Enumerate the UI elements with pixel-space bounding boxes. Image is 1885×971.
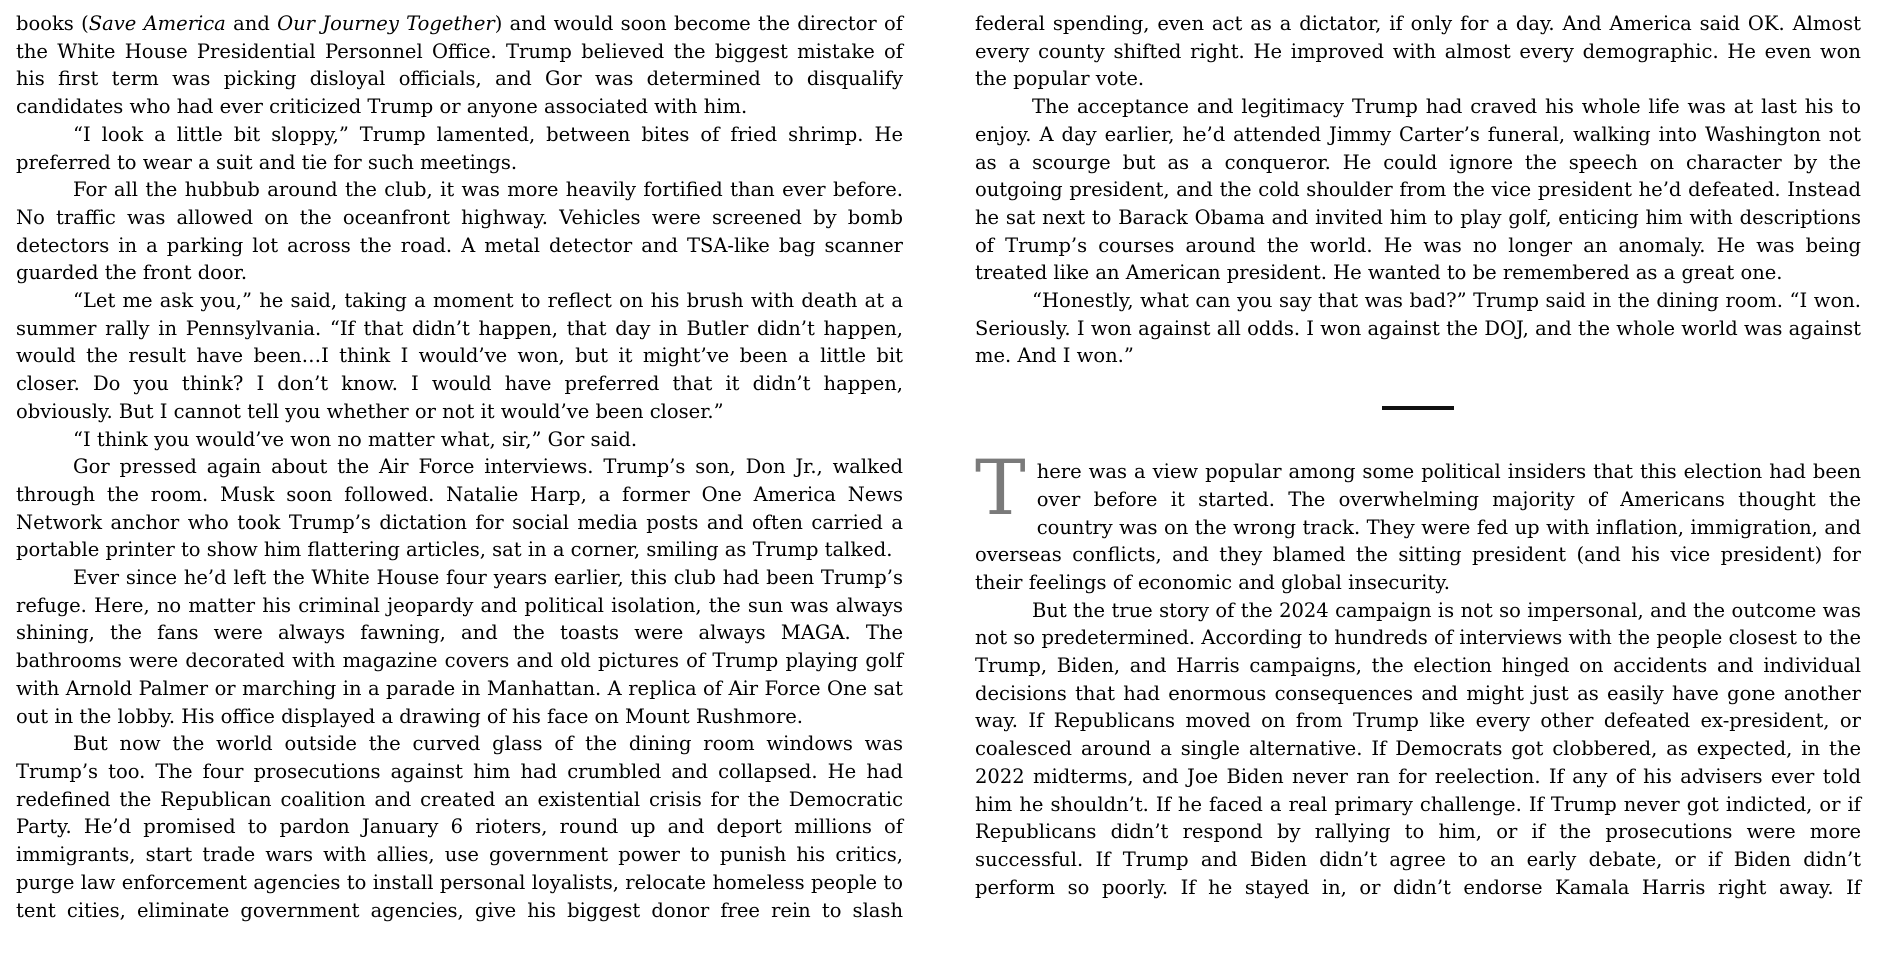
text-run: “I look a little bit sloppy,” Trump lamented, between bites of fried shrimp. He preferred to wear a suit and tie for such meetings. — [16, 122, 903, 174]
paragraph — [975, 10, 1861, 93]
paragraph — [16, 10, 903, 121]
text-run: “Honestly, what can you say that was bad?” Trump said in the dining room. “I won. Seriously. I won against all odds. I won against the DOJ, and the whole world was against me. And I won.” — [975, 289, 1861, 368]
text-run: The acceptance and legitimacy Trump had craved his whole life was at last his to enjoy. A day earlier, he’d attended Jimmy Carter’s funeral, walking into Washington not as a scourge but as a conqueror. He could ignore the speech on character by the outgoing president, and the cold shoulder from the vice president he’d defeated. Instead he sat next to Barack Obama and invited him to play golf, enticing him with descriptions of Trump’s courses around the world. He was no longer an anomaly. He was being treated like an American president. He wanted to be remembered as a great one. — [975, 95, 1861, 285]
paragraph — [16, 287, 903, 426]
paragraph — [975, 287, 1861, 370]
text-run: But the true story of the 2024 campaign is not so impersonal, and the outcome was not so predetermined. According to hundreds of interviews with the people closest to the Trump, Biden, and Harris campaigns, the election hinged on accidents and individual decisions that had enormous consequences and might just as easily have gone another way. If Republicans moved on from Trump like every other defeated ex-president, or coalesced around a single alternative. If Democrats got clobbered, as expected, in the 2022 midterms, and Joe Biden never ran for reelection. If any of his advisers ever told him he shouldn’t. If he faced a real primary challenge. If Trump never got indicted, or if Republicans didn’t respond by rallying to him, or if the prosecutions were more successful. If Trump and Biden didn’t agree to an early debate, or if Biden didn’t perform so poorly. If he stayed in, or didn’t endorse Kamala Harris right away. If — [975, 598, 1861, 899]
paragraph — [975, 443, 1861, 597]
section-divider — [1382, 406, 1454, 410]
paragraph — [975, 597, 1861, 902]
text-run: and — [225, 12, 278, 35]
text-run: ) and would soon become the director of the White House Presidential Personnel Office. Trump believed the biggest mistake of his first term was picking disloyal officials, and Gor was determined to disqualify candidates who had ever criticized Trump or anyone associated with him. — [16, 12, 903, 119]
paragraph — [16, 730, 903, 924]
text-run: Ever since he’d left the White House four years earlier, this club had been Trump’s refuge. Here, no matter his criminal jeopardy and political isolation, the sun was always shining, the fans were always fawning, and the toasts were always MAGA. The bathrooms were decorated with magazine covers and old pictures of Trump playing golf with Arnold Palmer or marching in a parade in Manhattan. A replica of Air Force One sat out in the lobby. His office displayed a drawing of his face on Mount Rushmore. — [16, 566, 903, 728]
paragraph — [16, 426, 903, 454]
text-run: For all the hubbub around the club, it was more heavily fortified than ever before. No traffic was allowed on the oceanfront highway. Vehicles were screened by bomb detectors in a parking lot across the road. A metal detector and TSA-like bag scanner guarded the front door. — [16, 178, 903, 285]
text-run: here was a view popular among some political insiders that this election had been over before it started. The overwhelming majority of Americans thought the country was on the wrong track. They were fed up with inflation, immigration, and overseas conflicts, and they blamed the sitting president (and his vice president) for their feelings of economic and global insecurity. — [975, 460, 1861, 594]
text-run: books ( — [16, 12, 89, 35]
paragraph — [16, 176, 903, 287]
text-run: Gor pressed again about the Air Force interviews. Trump’s son, Don Jr., walked through the room. Musk soon followed. Natalie Harp, a former One America News Network anchor who took Trump’s dictation for social media posts and often carried a portable printer to show him flattering articles, sat in a corner, smiling as Trump talked. — [16, 455, 903, 562]
text-run: Our Journey Together — [277, 12, 495, 35]
paragraph — [975, 93, 1861, 287]
text-run: “I think you would’ve won no matter what, sir,” Gor said. — [73, 427, 638, 451]
text-column-right — [975, 10, 1861, 901]
text-column-left — [16, 10, 903, 924]
text-run: But now the world outside the curved glass of the dining room windows was Trump’s too. The four prosecutions against him had crumbled and collapsed. He had redefined the Republican coalition and created an existential crisis for the Democratic Party. He’d promised to pardon January 6 rioters, round up and deport millions of immigrants, start trade wars with allies, use government power to punish his critics, purge law enforcement agencies to install personal loyalists, relocate homeless people to tent cities, eliminate government agencies, give his biggest donor free rein to slash — [16, 732, 903, 922]
text-run: federal spending, even act as a dictator, if only for a day. And America said OK. Almost every county shifted right. He improved with almost every demographic. He even won the popular vote. — [975, 12, 1861, 91]
drop-cap: T — [975, 443, 1026, 533]
paragraph — [16, 121, 903, 176]
text-run: Save America — [88, 12, 226, 35]
text-run: “Let me ask you,” he said, taking a moment to reflect on his brush with death at a summer rally in Pennsylvania. “If that didn’t happen, that day in Butler didn’t happen, would the result have been…I think I would’ve won, but it might’ve been a little bit closer. Do you think? I don’t know. I would have preferred that it didn’t happen, obviously. But I cannot tell you whether or not it would’ve been closer.” — [16, 289, 903, 423]
paragraph — [16, 453, 903, 564]
paragraph — [16, 564, 903, 730]
